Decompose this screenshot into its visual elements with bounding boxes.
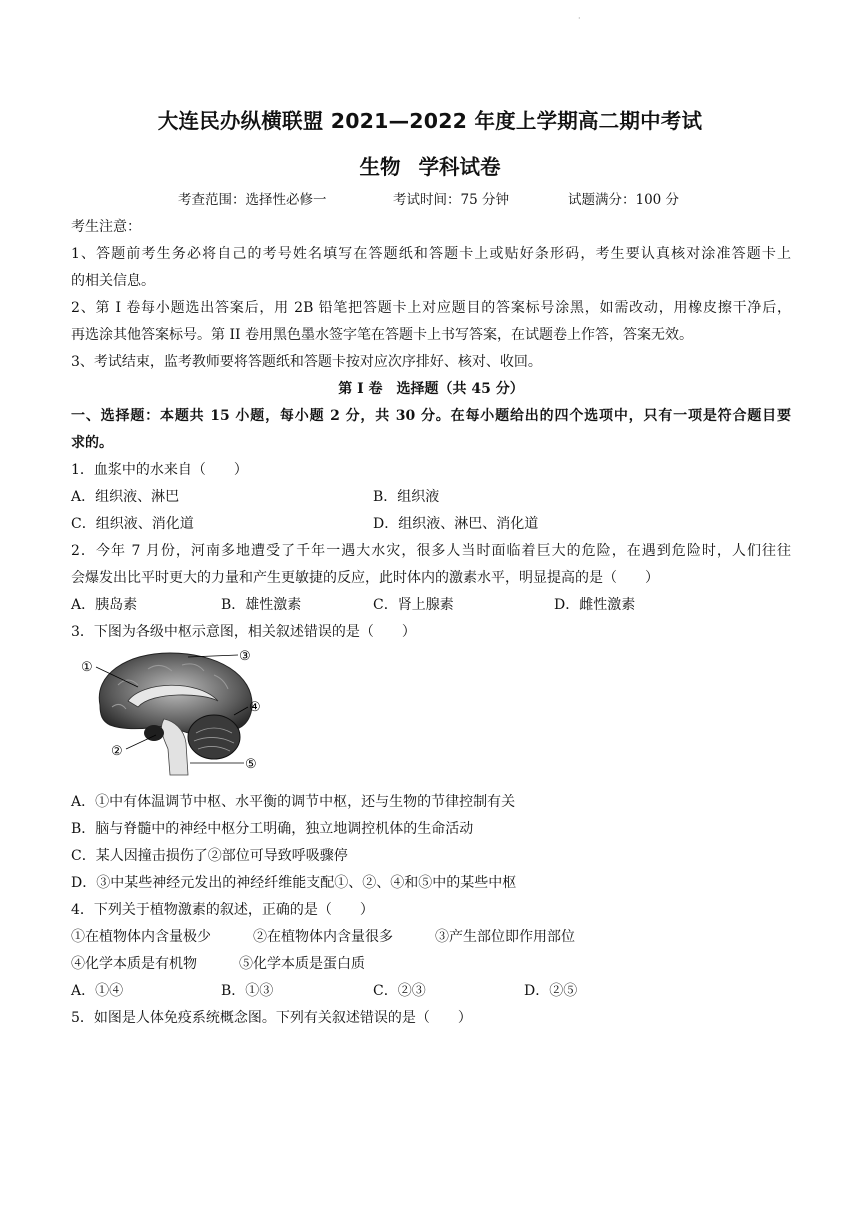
question-1-options-row-1	[71, 484, 791, 511]
question-3-stem: 3．下图为各级中枢示意图，相关叙述错误的是（ ）	[71, 624, 416, 640]
page-dot: ·	[578, 14, 581, 23]
question-3-option-c: C．某人因撞击损伤了②部位可导致呼吸骤停	[71, 848, 348, 864]
exam-title: 大连民办纵横联盟 2021—2022 年度上学期高二期中考试	[157, 109, 703, 133]
notice-item-2-line-2: 再选涂其他答案标号。第 II 卷用黑色墨水签字笔在答题卡上书写答案，在试题卷上作答，答案无效。	[71, 327, 693, 343]
question-3-option-d: D．③中某些神经元发出的神经纤维能支配①、②、④和⑤中的某些中枢	[71, 875, 517, 891]
question-4-statement-4: ④化学本质是有机物	[71, 956, 197, 972]
figure-label-5: ⑤	[245, 757, 257, 772]
figure-label-2: ②	[111, 744, 123, 759]
cerebellum-shape	[188, 715, 240, 759]
question-1-options-row-2	[71, 511, 791, 538]
question-3-option-b: B．脑与脊髓中的神经中枢分工明确，独立地调控机体的生命活动	[71, 821, 474, 837]
question-4-option-b: B．①③	[221, 983, 274, 999]
notice-heading: 考生注意：	[71, 219, 141, 235]
question-4-option-a: A．①④	[71, 983, 124, 999]
question-3-option-a: A．①中有体温调节中枢、水平衡的调节中枢，还与生物的节律控制有关	[71, 794, 516, 810]
notice-item-2-line-1: 2、第 I 卷每小题选出答案后，用 2B 铅笔把答题卡上对应题目的答案标号涂黑，如需改动，用橡皮擦干净后，	[71, 300, 791, 316]
question-5-stem: 5．如图是人体免疫系统概念图。下列有关叙述错误的是（ ）	[71, 1010, 472, 1026]
question-1-option-d: D．组织液、淋巴、消化道	[373, 516, 539, 532]
brain-figure	[78, 645, 268, 777]
question-1-option-a: A．组织液、淋巴	[71, 489, 180, 505]
notice-item-1-line-2: 的相关信息。	[71, 273, 155, 289]
question-1-stem: 1．血浆中的水来自（ ）	[71, 462, 248, 478]
exam-scope: 考查范围：选择性必修一	[178, 192, 327, 208]
question-4-stem: 4．下列关于植物激素的叙述，正确的是（ ）	[71, 902, 374, 918]
exam-time: 考试时间：75 分钟	[393, 192, 509, 208]
question-1-option-b: B．组织液	[373, 489, 440, 505]
question-4-statement-5: ⑤化学本质是蛋白质	[239, 956, 365, 972]
question-4-option-d: D．②⑤	[524, 983, 578, 999]
hypothalamus-shape	[144, 725, 164, 741]
notice-item-3: 3、考试结束，监考教师要将答题纸和答题卡按对应次序排好、核对、收回。	[71, 354, 542, 370]
question-2-option-a: A．胰岛素	[71, 597, 138, 613]
subject-name: 生物	[359, 155, 401, 179]
notice-item-1-line-1: 1、答题前考生务必将自己的考号姓名填写在答题纸和答题卡上或贴好条形码，考生要认真核对涂准答题卡上	[71, 246, 791, 262]
section-instruction-line-2: 求的。	[71, 435, 113, 451]
question-2-option-d: D．雌性激素	[554, 597, 636, 613]
exam-subtitle	[0, 150, 860, 180]
leader-line-2	[126, 735, 156, 749]
figure-label-3: ③	[239, 649, 251, 664]
question-4-options	[71, 978, 791, 1005]
figure-label-4: ④	[249, 700, 261, 715]
question-4-statements-row-2	[71, 951, 791, 978]
exam-score: 试题满分：100 分	[568, 192, 680, 208]
question-2-options	[71, 592, 791, 619]
section-title: 第 I 卷 选择题（共 45 分）	[338, 381, 524, 397]
question-4-statement-2: ②在植物体内含量很多	[253, 929, 393, 945]
question-1-option-c: C．组织液、消化道	[71, 516, 194, 532]
question-2-stem-line-1: 2．今年 7 月份，河南多地遭受了千年一遇大水灾，很多人当时面临着巨大的危险，在遇到危险时，人们往往	[71, 543, 791, 559]
question-4-statement-3: ③产生部位即作用部位	[435, 929, 575, 945]
question-4-statements-row-1	[71, 924, 791, 951]
question-2-stem-line-2: 会爆发出比平时更大的力量和产生更敏捷的反应，此时体内的激素水平，明显提高的是（ ）	[71, 570, 659, 586]
exam-body	[71, 214, 791, 1032]
question-4-statement-1: ①在植物体内含量极少	[71, 929, 211, 945]
paper-name: 学科试卷	[418, 155, 501, 179]
question-2-option-c: C．肾上腺素	[373, 597, 454, 613]
question-2-option-b: B．雄性激素	[221, 597, 302, 613]
question-4-option-c: C．②③	[373, 983, 426, 999]
figure-label-1: ①	[81, 660, 93, 675]
section-instruction-line-1: 一、选择题：本题共 15 小题，每小题 2 分，共 30 分。在每小题给出的四个选项中，只有一项是符合题目要	[71, 408, 791, 424]
